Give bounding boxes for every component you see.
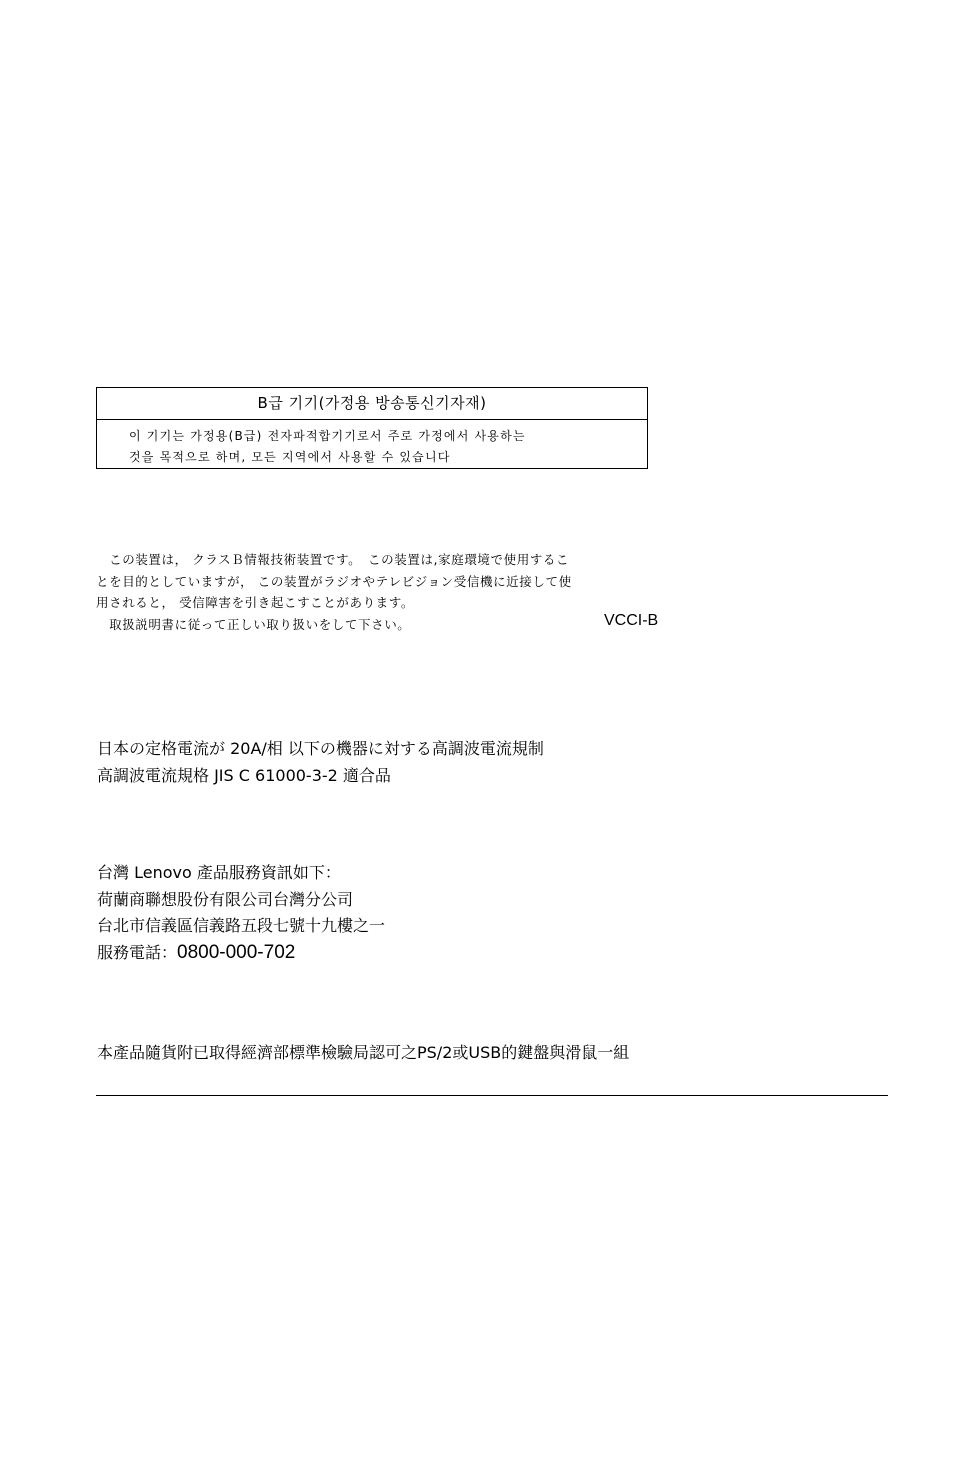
taiwan-address: 台北市信義區信義路五段七號十九樓之一 bbox=[97, 916, 386, 935]
vcci-notice-line: 取扱説明書に従って正しい取り扱いをして下さい。 bbox=[96, 616, 411, 632]
phone-label: 服務電話： bbox=[97, 942, 178, 962]
jis-harmonic-notice bbox=[97, 735, 544, 789]
vcci-notice-line: とを目的としていますが， この装置がラジオやテレビジョン受信機に近接して使 bbox=[96, 573, 572, 589]
korea-notice-line: 것을 목적으로 하며, 모든 지역에서 사용할 수 있습니다 bbox=[129, 450, 451, 464]
korea-notice-line: 이 기기는 가정용(B급) 전자파적합기기로서 주로 가정에서 사용하는 bbox=[129, 429, 526, 443]
taiwan-service-info bbox=[97, 860, 385, 966]
vcci-notice-line: 用されると， 受信障害を引き起こすことがあります。 bbox=[96, 595, 414, 610]
taiwan-phone-line bbox=[97, 940, 385, 967]
taiwan-company-name: 荷蘭商聯想股份有限公司台灣分公司 bbox=[97, 889, 354, 909]
horizontal-divider bbox=[96, 1095, 888, 1096]
jis-notice-line: 高調波電流規格 JIS C 61000-3-2 適合品 bbox=[97, 766, 391, 785]
vcci-notice bbox=[96, 549, 676, 635]
korea-class-b-notice-box bbox=[96, 387, 648, 469]
vcci-notice-line: この装置は， クラスＢ情報技術装置です。 この装置は,家庭環境で使用するこ bbox=[96, 552, 570, 567]
bsmi-notice: 本產品隨貨附已取得經濟部標準檢驗局認可之PS/2或USB的鍵盤與滑鼠一組 bbox=[97, 1043, 630, 1062]
phone-number: 0800-000-702 bbox=[177, 941, 296, 963]
korea-notice-title: B급 기기(가정용 방송통신기자재) bbox=[97, 388, 647, 420]
korea-notice-body bbox=[97, 420, 647, 468]
taiwan-service-heading: 台灣 Lenovo 產品服務資訊如下： bbox=[97, 863, 341, 882]
jis-notice-line: 日本の定格電流が 20A/相 以下の機器に対する高調波電流規制 bbox=[97, 739, 544, 758]
vcci-class-mark: VCCI-B bbox=[604, 612, 659, 629]
